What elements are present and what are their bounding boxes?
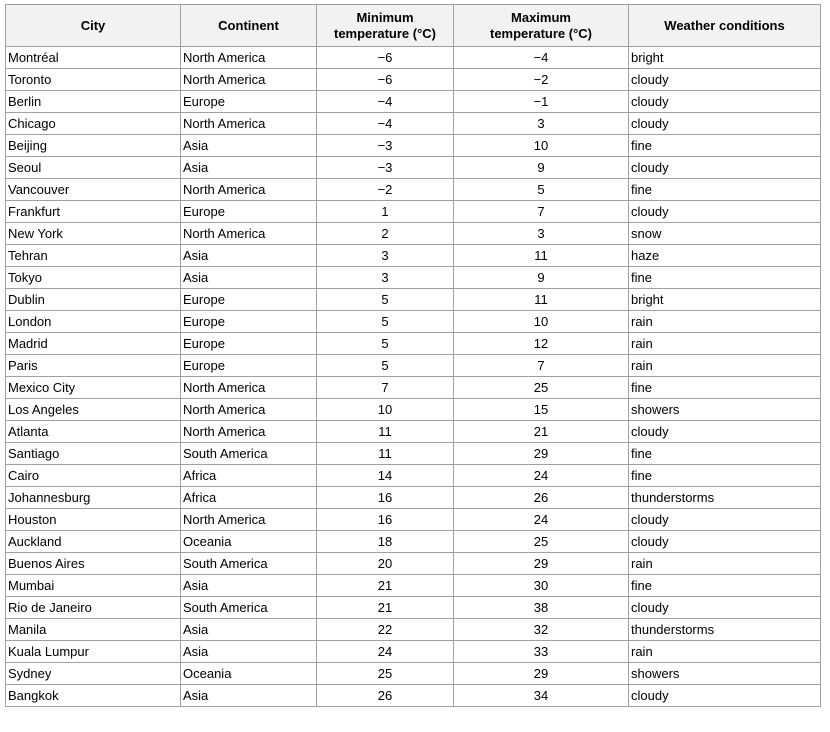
cell-max-temp: 10 bbox=[454, 135, 629, 157]
cell-min-temp: 7 bbox=[317, 377, 454, 399]
cell-max-temp: 32 bbox=[454, 619, 629, 641]
cell-city: Atlanta bbox=[6, 421, 181, 443]
cell-min-temp: 5 bbox=[317, 333, 454, 355]
cell-conditions: rain bbox=[629, 355, 821, 377]
cell-continent: Europe bbox=[181, 333, 317, 355]
cell-continent: Asia bbox=[181, 157, 317, 179]
cell-conditions: fine bbox=[629, 575, 821, 597]
cell-continent: North America bbox=[181, 179, 317, 201]
cell-city: Kuala Lumpur bbox=[6, 641, 181, 663]
column-header-city: City bbox=[6, 5, 181, 47]
cell-continent: North America bbox=[181, 47, 317, 69]
cell-min-temp: 3 bbox=[317, 245, 454, 267]
cell-min-temp: 16 bbox=[317, 509, 454, 531]
cell-continent: Oceania bbox=[181, 663, 317, 685]
table-row bbox=[6, 179, 821, 201]
cell-min-temp: 3 bbox=[317, 267, 454, 289]
cell-continent: South America bbox=[181, 597, 317, 619]
cell-conditions: showers bbox=[629, 663, 821, 685]
table-row bbox=[6, 289, 821, 311]
cell-conditions: cloudy bbox=[629, 421, 821, 443]
cell-max-temp: 34 bbox=[454, 685, 629, 707]
cell-min-temp: 11 bbox=[317, 443, 454, 465]
table-row bbox=[6, 245, 821, 267]
cell-city: Toronto bbox=[6, 69, 181, 91]
cell-continent: Asia bbox=[181, 267, 317, 289]
cell-city: Los Angeles bbox=[6, 399, 181, 421]
cell-conditions: cloudy bbox=[629, 531, 821, 553]
column-header-max-temp-line2: temperature (°C) bbox=[490, 25, 592, 41]
table-row bbox=[6, 355, 821, 377]
cell-max-temp: 38 bbox=[454, 597, 629, 619]
cell-max-temp: 12 bbox=[454, 333, 629, 355]
column-header-max-temp bbox=[454, 5, 629, 47]
cell-continent: North America bbox=[181, 509, 317, 531]
cell-conditions: bright bbox=[629, 289, 821, 311]
cell-min-temp: 10 bbox=[317, 399, 454, 421]
cell-max-temp: 26 bbox=[454, 487, 629, 509]
cell-conditions: fine bbox=[629, 135, 821, 157]
cell-max-temp: 9 bbox=[454, 267, 629, 289]
cell-city: Seoul bbox=[6, 157, 181, 179]
cell-city: Johannesburg bbox=[6, 487, 181, 509]
table-row bbox=[6, 531, 821, 553]
cell-max-temp: −1 bbox=[454, 91, 629, 113]
cell-min-temp: 14 bbox=[317, 465, 454, 487]
table-row bbox=[6, 377, 821, 399]
cell-city: Bangkok bbox=[6, 685, 181, 707]
table-row bbox=[6, 465, 821, 487]
cell-city: Dublin bbox=[6, 289, 181, 311]
cell-min-temp: 5 bbox=[317, 289, 454, 311]
table-row bbox=[6, 157, 821, 179]
cell-max-temp: 15 bbox=[454, 399, 629, 421]
cell-city: Buenos Aires bbox=[6, 553, 181, 575]
cell-city: Tehran bbox=[6, 245, 181, 267]
cell-max-temp: 7 bbox=[454, 355, 629, 377]
cell-max-temp: 3 bbox=[454, 223, 629, 245]
cell-city: London bbox=[6, 311, 181, 333]
cell-continent: Asia bbox=[181, 245, 317, 267]
cell-continent: North America bbox=[181, 113, 317, 135]
cell-continent: South America bbox=[181, 553, 317, 575]
cell-min-temp: 21 bbox=[317, 597, 454, 619]
table-row bbox=[6, 201, 821, 223]
cell-continent: Europe bbox=[181, 355, 317, 377]
cell-conditions: rain bbox=[629, 311, 821, 333]
column-header-min-temp-line1: Minimum bbox=[356, 9, 414, 25]
cell-city: Berlin bbox=[6, 91, 181, 113]
cell-city: Auckland bbox=[6, 531, 181, 553]
cell-max-temp: 7 bbox=[454, 201, 629, 223]
cell-city: Cairo bbox=[6, 465, 181, 487]
cell-conditions: rain bbox=[629, 333, 821, 355]
table-row bbox=[6, 113, 821, 135]
weather-table bbox=[5, 4, 821, 707]
cell-conditions: haze bbox=[629, 245, 821, 267]
cell-continent: Africa bbox=[181, 465, 317, 487]
table-row bbox=[6, 47, 821, 69]
cell-max-temp: −2 bbox=[454, 69, 629, 91]
cell-city: Montréal bbox=[6, 47, 181, 69]
table-row bbox=[6, 685, 821, 707]
cell-continent: Africa bbox=[181, 487, 317, 509]
cell-min-temp: 16 bbox=[317, 487, 454, 509]
cell-min-temp: −4 bbox=[317, 91, 454, 113]
cell-conditions: snow bbox=[629, 223, 821, 245]
cell-max-temp: 11 bbox=[454, 245, 629, 267]
table-row bbox=[6, 399, 821, 421]
table-header bbox=[6, 5, 821, 47]
cell-conditions: cloudy bbox=[629, 685, 821, 707]
cell-city: Chicago bbox=[6, 113, 181, 135]
cell-continent: North America bbox=[181, 399, 317, 421]
cell-conditions: cloudy bbox=[629, 201, 821, 223]
cell-continent: Asia bbox=[181, 641, 317, 663]
cell-continent: North America bbox=[181, 421, 317, 443]
cell-max-temp: 11 bbox=[454, 289, 629, 311]
cell-max-temp: 25 bbox=[454, 531, 629, 553]
table-row bbox=[6, 553, 821, 575]
cell-min-temp: 24 bbox=[317, 641, 454, 663]
cell-conditions: fine bbox=[629, 179, 821, 201]
column-header-conditions: Weather conditions bbox=[629, 5, 821, 47]
cell-max-temp: 30 bbox=[454, 575, 629, 597]
table-row bbox=[6, 91, 821, 113]
cell-conditions: fine bbox=[629, 443, 821, 465]
cell-conditions: cloudy bbox=[629, 509, 821, 531]
cell-city: Paris bbox=[6, 355, 181, 377]
cell-continent: North America bbox=[181, 377, 317, 399]
cell-continent: Europe bbox=[181, 311, 317, 333]
cell-continent: Europe bbox=[181, 201, 317, 223]
header-row bbox=[6, 5, 821, 47]
cell-continent: North America bbox=[181, 69, 317, 91]
cell-min-temp: 11 bbox=[317, 421, 454, 443]
cell-city: Santiago bbox=[6, 443, 181, 465]
table-row bbox=[6, 509, 821, 531]
cell-min-temp: −4 bbox=[317, 113, 454, 135]
cell-conditions: fine bbox=[629, 377, 821, 399]
cell-max-temp: 33 bbox=[454, 641, 629, 663]
table-row bbox=[6, 597, 821, 619]
cell-max-temp: 29 bbox=[454, 553, 629, 575]
table-row bbox=[6, 333, 821, 355]
cell-city: Madrid bbox=[6, 333, 181, 355]
cell-min-temp: 18 bbox=[317, 531, 454, 553]
cell-city: Sydney bbox=[6, 663, 181, 685]
cell-min-temp: 22 bbox=[317, 619, 454, 641]
cell-max-temp: 24 bbox=[454, 509, 629, 531]
table-row bbox=[6, 487, 821, 509]
cell-min-temp: −2 bbox=[317, 179, 454, 201]
cell-max-temp: 29 bbox=[454, 663, 629, 685]
cell-min-temp: 2 bbox=[317, 223, 454, 245]
cell-continent: Asia bbox=[181, 685, 317, 707]
cell-min-temp: 5 bbox=[317, 311, 454, 333]
cell-min-temp: −3 bbox=[317, 135, 454, 157]
table-body bbox=[6, 47, 821, 707]
cell-city: Mexico City bbox=[6, 377, 181, 399]
table-row bbox=[6, 267, 821, 289]
cell-conditions: fine bbox=[629, 465, 821, 487]
table-row bbox=[6, 135, 821, 157]
column-header-min-temp bbox=[317, 5, 454, 47]
cell-max-temp: 5 bbox=[454, 179, 629, 201]
column-header-continent: Continent bbox=[181, 5, 317, 47]
cell-max-temp: 24 bbox=[454, 465, 629, 487]
table-row bbox=[6, 619, 821, 641]
table-row bbox=[6, 69, 821, 91]
cell-max-temp: −4 bbox=[454, 47, 629, 69]
cell-min-temp: 5 bbox=[317, 355, 454, 377]
cell-city: Houston bbox=[6, 509, 181, 531]
table-row bbox=[6, 575, 821, 597]
cell-city: Manila bbox=[6, 619, 181, 641]
cell-max-temp: 25 bbox=[454, 377, 629, 399]
cell-conditions: cloudy bbox=[629, 91, 821, 113]
cell-conditions: cloudy bbox=[629, 113, 821, 135]
cell-min-temp: 26 bbox=[317, 685, 454, 707]
cell-continent: Europe bbox=[181, 289, 317, 311]
cell-min-temp: 1 bbox=[317, 201, 454, 223]
cell-continent: Europe bbox=[181, 91, 317, 113]
cell-city: New York bbox=[6, 223, 181, 245]
cell-conditions: rain bbox=[629, 641, 821, 663]
table-row bbox=[6, 223, 821, 245]
cell-max-temp: 10 bbox=[454, 311, 629, 333]
cell-min-temp: 20 bbox=[317, 553, 454, 575]
cell-max-temp: 9 bbox=[454, 157, 629, 179]
cell-continent: Oceania bbox=[181, 531, 317, 553]
cell-min-temp: 21 bbox=[317, 575, 454, 597]
table-row bbox=[6, 663, 821, 685]
cell-city: Mumbai bbox=[6, 575, 181, 597]
cell-conditions: thunderstorms bbox=[629, 487, 821, 509]
table-row bbox=[6, 421, 821, 443]
cell-min-temp: −6 bbox=[317, 47, 454, 69]
cell-continent: Asia bbox=[181, 619, 317, 641]
cell-continent: Asia bbox=[181, 575, 317, 597]
cell-continent: South America bbox=[181, 443, 317, 465]
cell-city: Frankfurt bbox=[6, 201, 181, 223]
cell-continent: Asia bbox=[181, 135, 317, 157]
cell-conditions: rain bbox=[629, 553, 821, 575]
cell-max-temp: 21 bbox=[454, 421, 629, 443]
cell-conditions: cloudy bbox=[629, 69, 821, 91]
table-row bbox=[6, 641, 821, 663]
cell-conditions: cloudy bbox=[629, 157, 821, 179]
column-header-min-temp-line2: temperature (°C) bbox=[334, 25, 436, 41]
cell-city: Tokyo bbox=[6, 267, 181, 289]
cell-conditions: thunderstorms bbox=[629, 619, 821, 641]
column-header-max-temp-line1: Maximum bbox=[511, 9, 571, 25]
cell-min-temp: −3 bbox=[317, 157, 454, 179]
cell-min-temp: −6 bbox=[317, 69, 454, 91]
cell-max-temp: 29 bbox=[454, 443, 629, 465]
table-row bbox=[6, 311, 821, 333]
cell-city: Beijing bbox=[6, 135, 181, 157]
cell-conditions: cloudy bbox=[629, 597, 821, 619]
cell-conditions: showers bbox=[629, 399, 821, 421]
cell-conditions: bright bbox=[629, 47, 821, 69]
cell-city: Vancouver bbox=[6, 179, 181, 201]
table-row bbox=[6, 443, 821, 465]
cell-max-temp: 3 bbox=[454, 113, 629, 135]
cell-city: Rio de Janeiro bbox=[6, 597, 181, 619]
cell-conditions: fine bbox=[629, 267, 821, 289]
cell-continent: North America bbox=[181, 223, 317, 245]
cell-min-temp: 25 bbox=[317, 663, 454, 685]
